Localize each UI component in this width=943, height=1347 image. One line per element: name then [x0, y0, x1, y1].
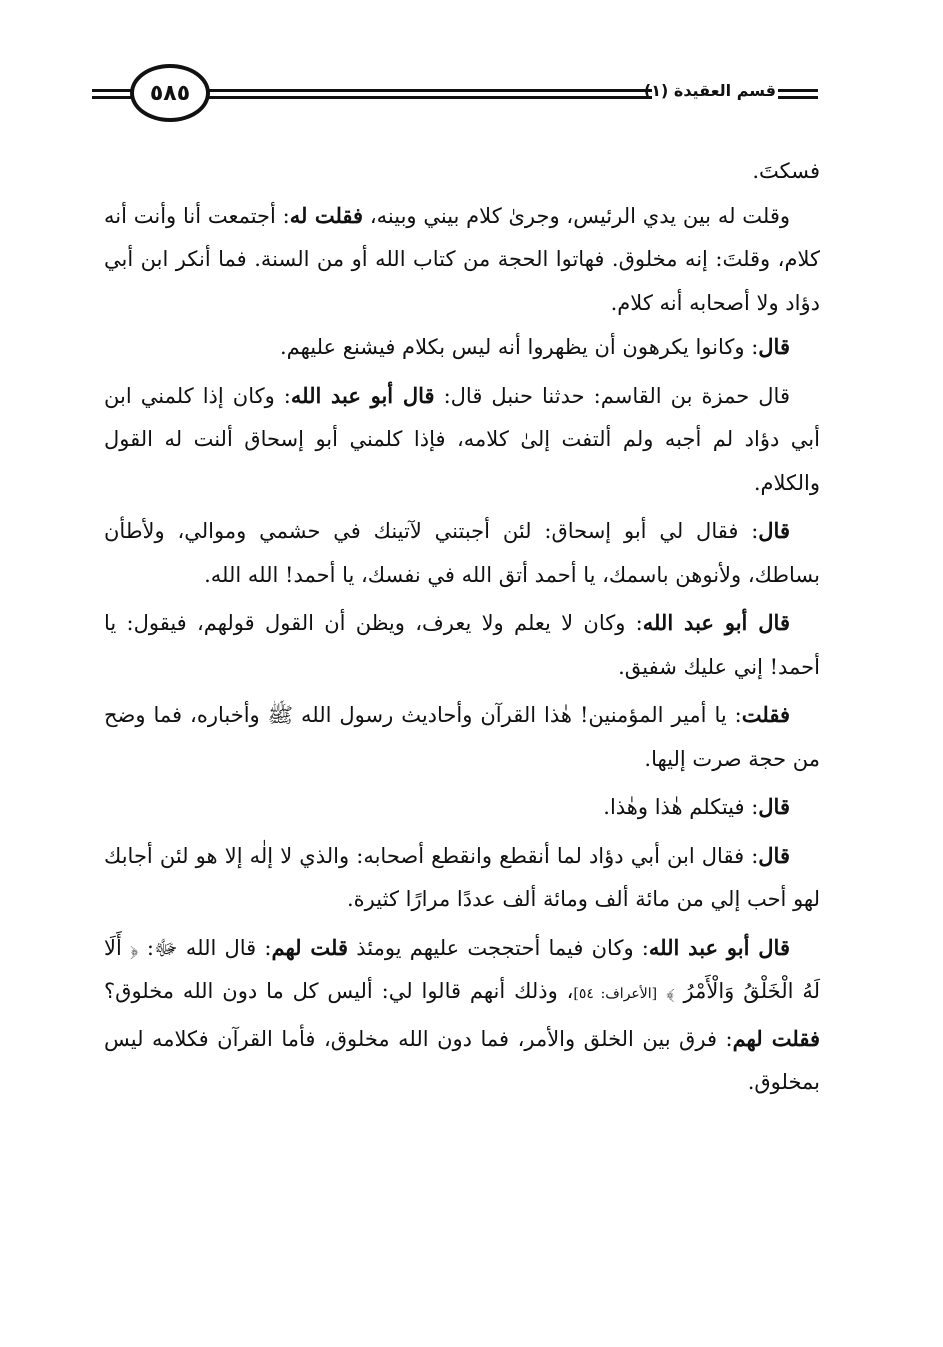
header-rule	[778, 89, 818, 92]
paragraph-p4	[104, 374, 820, 506]
text-segment: : فرق بين الخلق والأمر، فما دون الله مخلوق، فأما القرآن فكلامه ليس بمخلوق.	[104, 1026, 820, 1094]
text-segment: ، وذلك أنهم قالوا لي: أليس كل ما دون الله مخلوق؟	[104, 979, 574, 1003]
bold-text-segment: فقلت لهم	[732, 1025, 820, 1051]
page-header	[92, 62, 818, 126]
paragraph-p5	[104, 509, 820, 597]
bold-text-segment: قال أبو عبد الله	[648, 934, 790, 960]
text-segment: : فيتكلم هٰذا وهٰذا.	[603, 795, 759, 819]
bold-text-segment: قال أبو عبد الله	[290, 382, 435, 408]
bold-text-segment: فقلت له	[289, 202, 364, 228]
bold-text-segment: قال	[758, 518, 790, 543]
header-rule	[204, 96, 652, 99]
page-body	[104, 150, 820, 1105]
bold-text-segment: فقلت	[741, 702, 790, 727]
reference-citation: [الأعراف: ٥٤]	[573, 986, 658, 1002]
paragraph-p7	[104, 693, 820, 781]
paragraph-p8	[104, 785, 820, 830]
header-rule	[778, 96, 818, 99]
text-segment: : وكان إذا كلمني ابن أبي دؤاد لم أجبه ولم ألتفت إلىٰ كلامه، فإذا كلمني أبو إسحاق ألنت له القول والكلام.	[104, 383, 820, 495]
bold-text-segment: قال	[758, 842, 790, 868]
section-title: قسم العقيدة (١)	[643, 81, 776, 100]
paragraph-p10	[104, 926, 820, 1105]
paragraph-p3	[104, 325, 820, 370]
text-segment: : وكان لا يعلم ولا يعرف، ويظن أن القول قولهم، فيقول: يا أحمد! إني عليك شفيق.	[104, 611, 820, 679]
text-segment: وقلت له بين يدي الرئيس، وجرىٰ كلام بيني وبينه،	[363, 203, 791, 228]
page-number: ٥٨٥	[149, 80, 191, 106]
paragraph-p1	[104, 150, 820, 194]
text-segment: : فقال لي أبو إسحاق: لئن أجبتني لآتينك في حشمي وموالي، ولأطأن بساطك، ولأنوهن باسمك، يا أحمد أتق الله في نفسك، يا أحمد! الله الله.	[104, 519, 820, 587]
text-segment: فسكتَ.	[752, 159, 820, 183]
paragraph-p6	[104, 601, 820, 689]
paragraph-p2	[104, 194, 820, 326]
text-segment: : يا أمير المؤمنين! هٰذا القرآن وأحاديث رسول الله ﷺ وأخباره، فما وضح من حجة صرت إليها.	[104, 703, 820, 771]
text-segment: : وكان فيما أحتججت عليهم يومئذ	[348, 935, 649, 960]
header-rule	[204, 89, 652, 92]
bold-text-segment: قال أبو عبد الله	[642, 610, 790, 635]
bold-text-segment: قلت لهم	[271, 934, 349, 960]
text-segment: : قال الله ﷻ: ﴿ أَلَا لَهُ الْخَلْقُ وَالْأَمْرُ ﴾	[104, 935, 820, 1003]
text-segment: : وكانوا يكرهون أن يظهروا أنه ليس بكلام فيشنع عليهم.	[279, 335, 759, 359]
bold-text-segment: قال	[758, 334, 790, 359]
page-number-badge	[130, 64, 210, 122]
text-segment: : أجتمعت أنا وأنت أنه كلام، وقلتَ: إنه مخلوق. فهاتوا الحجة من كتاب الله أو من السنة. فما أنكر ابن أبي دؤاد ولا أصحابه أنه كلام.	[104, 203, 820, 315]
text-segment: قال حمزة بن القاسم: حدثنا حنبل قال:	[434, 383, 790, 408]
bold-text-segment: قال	[758, 794, 790, 819]
text-segment: : فقال ابن أبي دؤاد لما أنقطع وانقطع أصحابه: والذي لا إلٰه إلا هو لئن أجابك لهو أحب إلي من مائة ألف ومائة ألف عددًا مرارًا كثيرة.	[104, 843, 820, 911]
paragraph-p9	[104, 834, 820, 922]
